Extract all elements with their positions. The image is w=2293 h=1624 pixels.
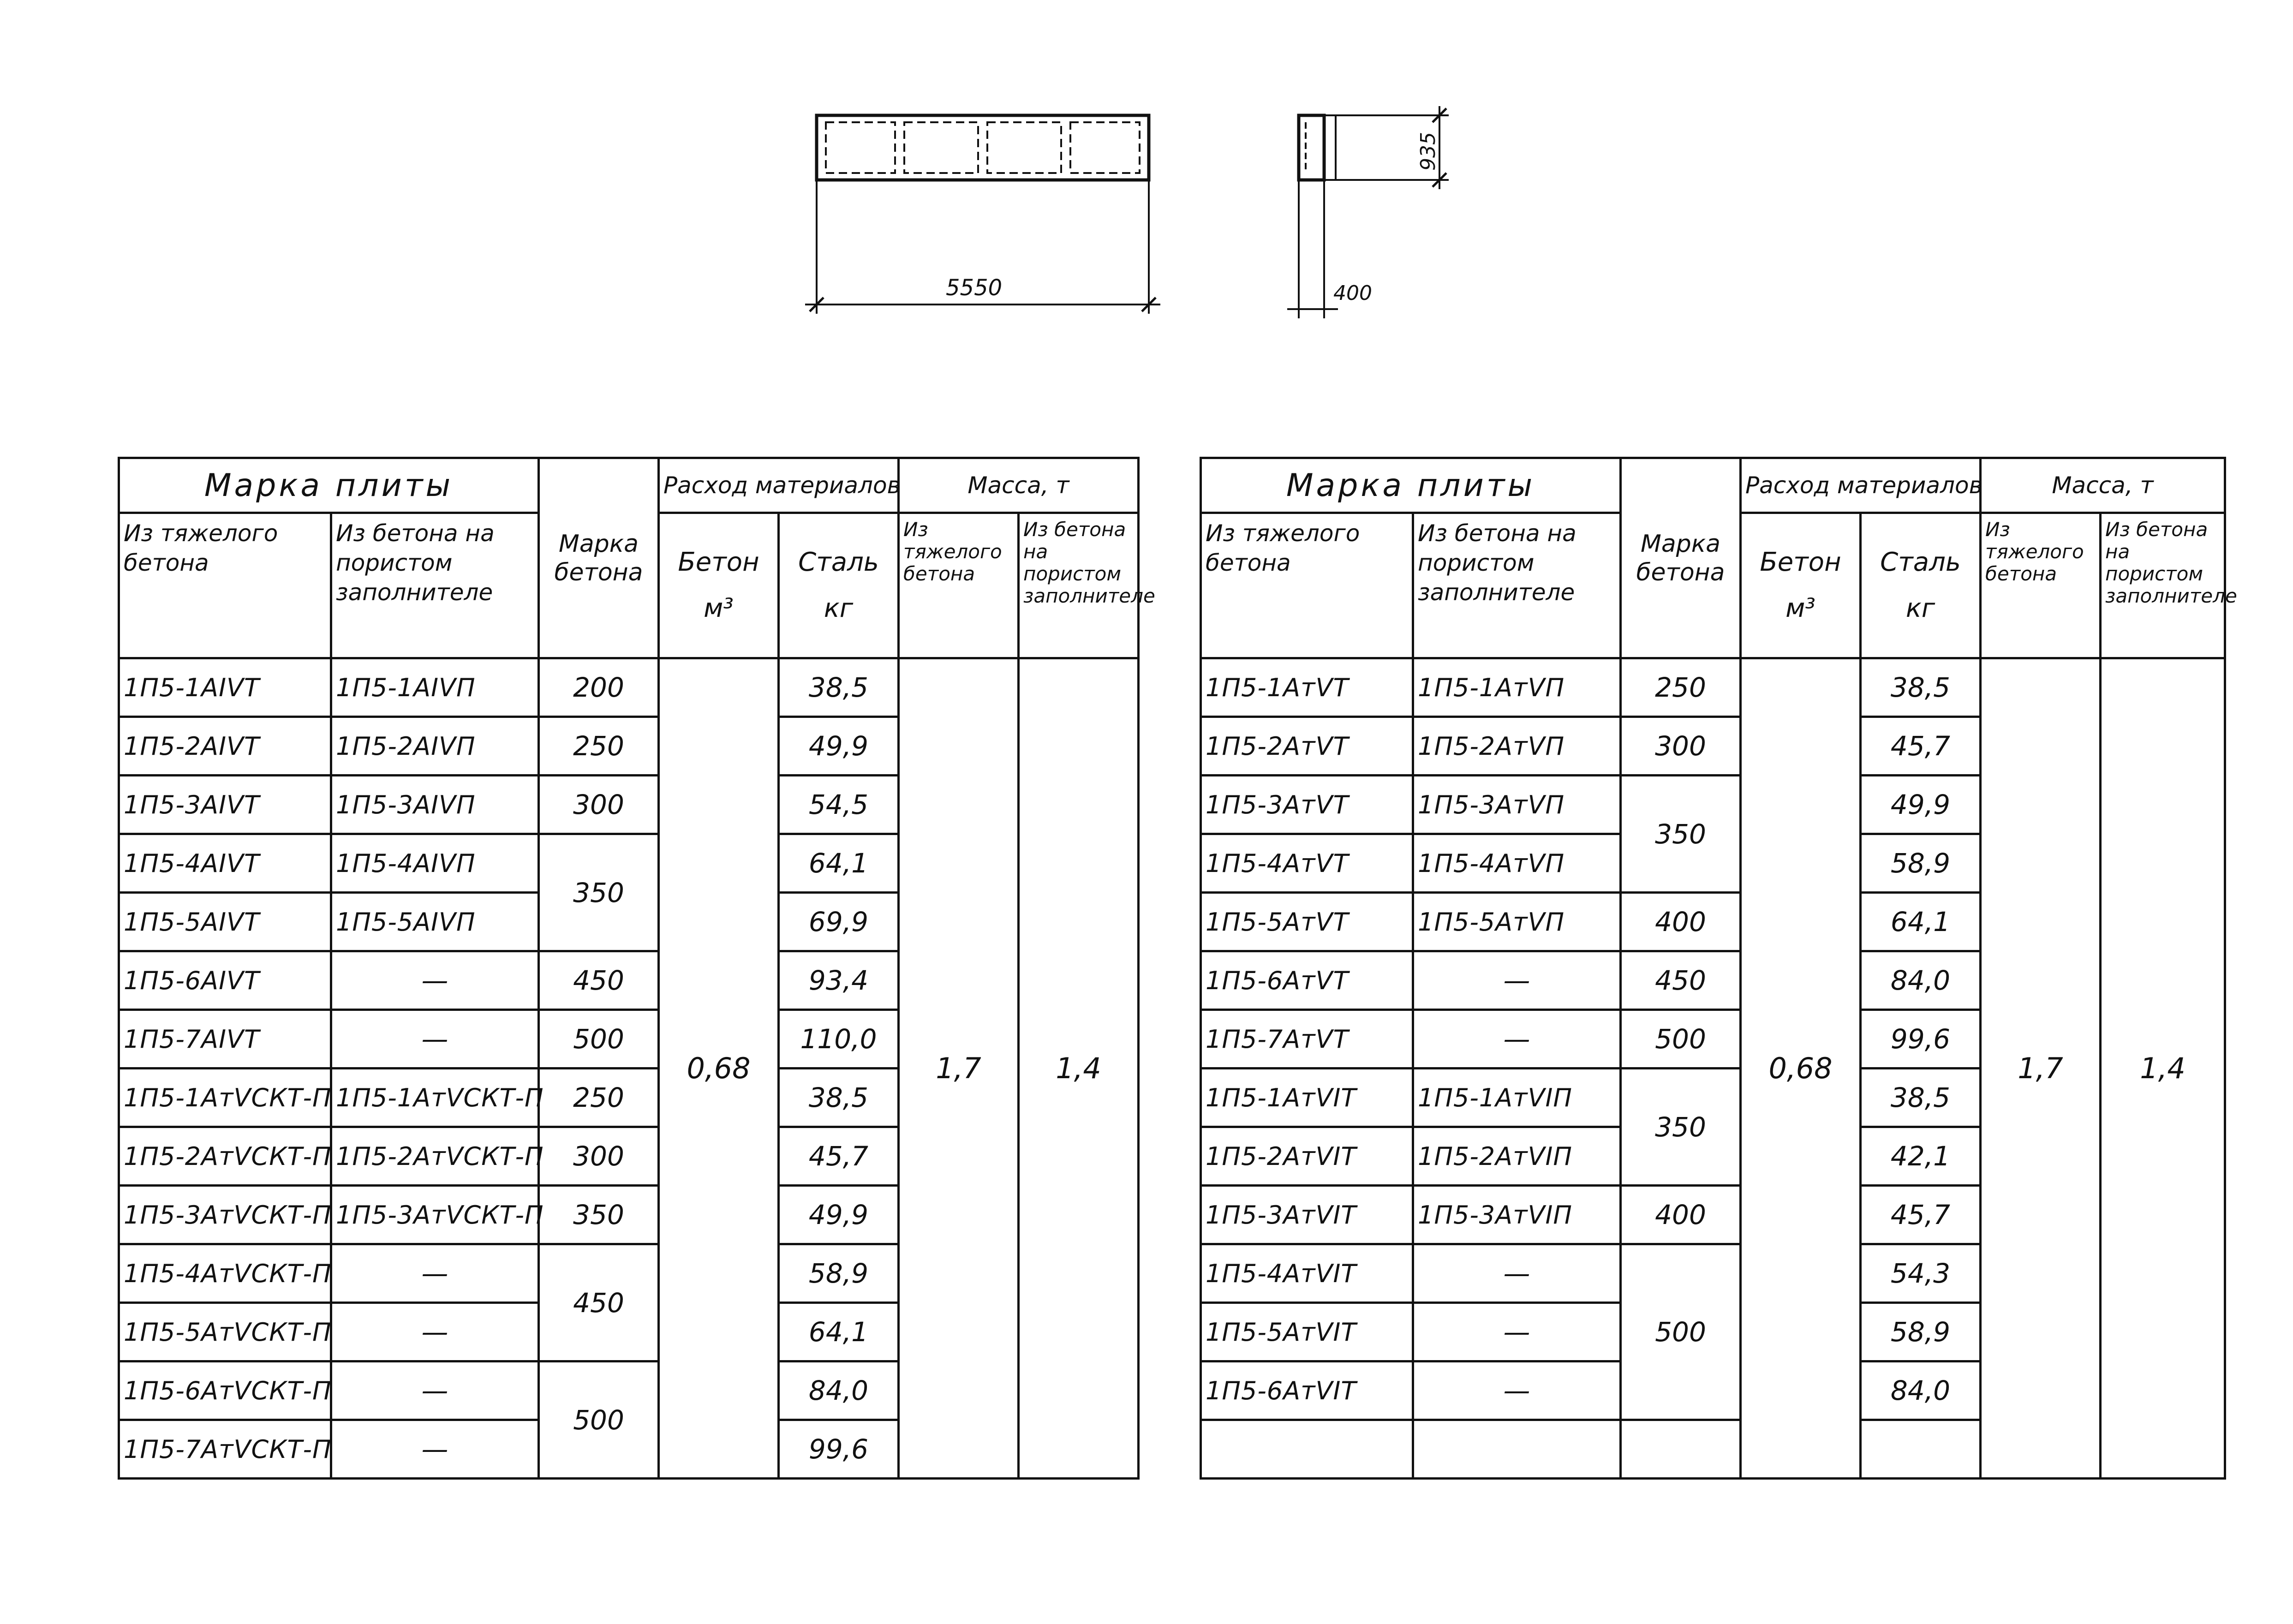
mark-heavy: 1П5-6АтVСКТ-П <box>119 1361 331 1420</box>
empty-cell <box>1413 1420 1621 1479</box>
steel-kg: 42,1 <box>1861 1127 1981 1186</box>
concrete-grade: 500 <box>539 1361 659 1479</box>
slab-cell-2 <box>904 122 978 173</box>
mark-heavy: 1П5-2АIVТ <box>119 717 331 776</box>
steel-kg: 38,5 <box>1861 1069 1981 1127</box>
mark-heavy: 1П5-2АтVIТ <box>1201 1127 1413 1186</box>
concrete-grade: 200 <box>539 658 659 717</box>
slab-sketch <box>0 0 2293 415</box>
slab-cell-4 <box>1070 122 1140 173</box>
mark-porous: 1П5-4АтVП <box>1413 834 1621 893</box>
header-heavy-concrete: Из тяжелого бетона <box>119 513 331 658</box>
mark-heavy: 1П5-1АтVТ <box>1201 658 1413 717</box>
header-concrete-volume: Бетон м³ <box>1741 513 1861 658</box>
steel-kg: 84,0 <box>1861 1361 1981 1420</box>
header-steel: Сталь кг <box>1861 513 1981 658</box>
mark-heavy: 1П5-6АIVТ <box>119 951 331 1010</box>
mark-heavy: 1П5-5АтVIТ <box>1201 1303 1413 1361</box>
header-heavy-concrete: Из тяжелого бетона <box>1201 513 1413 658</box>
steel-kg: 54,3 <box>1861 1244 1981 1303</box>
steel-kg: 45,7 <box>1861 717 1981 776</box>
spec-table-right <box>1200 457 2237 1480</box>
mark-porous: 1П5-4АIVП <box>331 834 539 893</box>
concrete-grade: 300 <box>539 776 659 834</box>
mark-heavy: 1П5-7АтVТ <box>1201 1010 1413 1069</box>
concrete-grade: 450 <box>1621 951 1741 1010</box>
header-mass: Масса, т <box>899 458 1139 513</box>
header-steel: Сталь кг <box>779 513 899 658</box>
mark-heavy: 1П5-3АтVТ <box>1201 776 1413 834</box>
concrete-grade: 250 <box>539 1069 659 1127</box>
mark-porous: 1П5-2АтVСКТ-П <box>331 1127 539 1186</box>
mass-porous: 1,4 <box>1019 658 1139 1479</box>
steel-kg: 58,9 <box>1861 834 1981 893</box>
slab-section-outline <box>1299 115 1324 180</box>
mark-heavy: 1П5-7АтVСКТ-П <box>119 1420 331 1479</box>
mark-porous: — <box>1413 1361 1621 1420</box>
table-row <box>119 658 1139 717</box>
mark-porous: — <box>1413 1244 1621 1303</box>
mark-porous: 1П5-3АтVП <box>1413 776 1621 834</box>
width-dimension-label: 400 <box>1333 281 1372 305</box>
steel-kg: 99,6 <box>1861 1010 1981 1069</box>
slab-elevation-outline <box>817 115 1149 180</box>
steel-kg: 49,9 <box>1861 776 1981 834</box>
mark-heavy: 1П5-2АтVТ <box>1201 717 1413 776</box>
steel-kg: 64,1 <box>779 1303 899 1361</box>
height-dimension-label: 935 <box>1416 132 1440 171</box>
header-concrete-volume: Бетон м³ <box>659 513 779 658</box>
mark-heavy: 1П5-2АтVСКТ-П <box>119 1127 331 1186</box>
mark-heavy: 1П5-3АIVТ <box>119 776 331 834</box>
mark-porous: 1П5-3АтVIП <box>1413 1186 1621 1244</box>
header-plate-mark: Марка плиты <box>119 458 539 513</box>
concrete-grade: 300 <box>539 1127 659 1186</box>
steel-kg: 64,1 <box>1861 893 1981 951</box>
slab-cell-1 <box>826 122 895 173</box>
mark-porous: — <box>331 951 539 1010</box>
steel-kg: 45,7 <box>779 1127 899 1186</box>
spec-table-left <box>118 457 1155 1480</box>
mark-heavy: 1П5-1АтVСКТ-П <box>119 1069 331 1127</box>
steel-kg: 54,5 <box>779 776 899 834</box>
concrete-grade: 250 <box>1621 658 1741 717</box>
header-mass: Масса, т <box>1981 458 2225 513</box>
steel-kg: 69,9 <box>779 893 899 951</box>
header-porous-concrete: Из бетона на пористом заполнителе <box>331 513 539 658</box>
mark-porous: 1П5-2АтVIП <box>1413 1127 1621 1186</box>
concrete-grade: 350 <box>1621 1069 1741 1186</box>
steel-kg: 38,5 <box>779 1069 899 1127</box>
slab-cell-3 <box>987 122 1061 173</box>
mass-heavy: 1,7 <box>899 658 1019 1479</box>
steel-kg: 45,7 <box>1861 1186 1981 1244</box>
mark-porous: — <box>331 1361 539 1420</box>
mark-porous: — <box>1413 1010 1621 1069</box>
steel-kg: 99,6 <box>779 1420 899 1479</box>
header-mass-porous: Из бетона на пористом заполнителе <box>1019 513 1139 658</box>
header-mass-porous: Из бетона на пористом заполнителе <box>2101 513 2225 658</box>
empty-cell <box>1861 1420 1981 1479</box>
mark-porous: — <box>331 1010 539 1069</box>
length-dimension-label: 5550 <box>946 275 1003 301</box>
mark-heavy: 1П5-3АтVСКТ-П <box>119 1186 331 1244</box>
mark-heavy: 1П5-1АтVIТ <box>1201 1069 1413 1127</box>
steel-kg: 38,5 <box>779 658 899 717</box>
concrete-grade: 400 <box>1621 1186 1741 1244</box>
header-materials: Расход материалов <box>1741 458 1981 513</box>
concrete-grade: 300 <box>1621 717 1741 776</box>
concrete-grade: 350 <box>539 1186 659 1244</box>
header-mass-heavy: Из тяжелого бетона <box>1981 513 2101 658</box>
mark-porous: 1П5-1АтVП <box>1413 658 1621 717</box>
concrete-grade: 450 <box>539 1244 659 1361</box>
mass-heavy: 1,7 <box>1981 658 2101 1479</box>
mark-porous: 1П5-5АтVП <box>1413 893 1621 951</box>
header-plate-mark: Марка плиты <box>1201 458 1621 513</box>
mark-heavy: 1П5-4АIVТ <box>119 834 331 893</box>
section-rib <box>1324 115 1336 180</box>
mark-heavy: 1П5-7АIVТ <box>119 1010 331 1069</box>
header-mass-heavy: Из тяжелого бетона <box>899 513 1019 658</box>
steel-kg: 49,9 <box>779 717 899 776</box>
steel-kg: 58,9 <box>779 1244 899 1303</box>
concrete-grade: 450 <box>539 951 659 1010</box>
empty-cell <box>1621 1420 1741 1479</box>
mark-porous: 1П5-1АтVСКТ-П <box>331 1069 539 1127</box>
steel-kg: 110,0 <box>779 1010 899 1069</box>
steel-kg: 58,9 <box>1861 1303 1981 1361</box>
mark-heavy: 1П5-6АтVIТ <box>1201 1361 1413 1420</box>
concrete-grade: 350 <box>1621 776 1741 893</box>
steel-kg: 84,0 <box>1861 951 1981 1010</box>
table-row <box>1201 658 2225 717</box>
header-concrete-grade: Марка бетона <box>1621 458 1741 658</box>
mark-heavy: 1П5-4АтVТ <box>1201 834 1413 893</box>
mark-porous: — <box>1413 1303 1621 1361</box>
mark-porous: 1П5-5АIVП <box>331 893 539 951</box>
mark-heavy: 1П5-6АтVТ <box>1201 951 1413 1010</box>
mark-heavy: 1П5-1АIVТ <box>119 658 331 717</box>
mark-heavy: 1П5-4АтVСКТ-П <box>119 1244 331 1303</box>
mark-porous: — <box>331 1420 539 1479</box>
mark-heavy: 1П5-3АтVIТ <box>1201 1186 1413 1244</box>
mark-heavy: 1П5-5АтVСКТ-П <box>119 1303 331 1361</box>
steel-kg: 38,5 <box>1861 658 1981 717</box>
mark-porous: — <box>331 1303 539 1361</box>
mark-porous: 1П5-3АтVСКТ-П <box>331 1186 539 1244</box>
mass-porous: 1,4 <box>2101 658 2225 1479</box>
steel-kg: 64,1 <box>779 834 899 893</box>
mark-porous: 1П5-1АтVIП <box>1413 1069 1621 1127</box>
mark-heavy: 1П5-5АтVТ <box>1201 893 1413 951</box>
steel-kg: 84,0 <box>779 1361 899 1420</box>
header-materials: Расход материалов <box>659 458 899 513</box>
concrete-grade: 400 <box>1621 893 1741 951</box>
mark-porous: — <box>1413 951 1621 1010</box>
concrete-volume: 0,68 <box>1741 658 1861 1479</box>
mark-heavy: 1П5-4АтVIТ <box>1201 1244 1413 1303</box>
concrete-grade: 500 <box>539 1010 659 1069</box>
mark-heavy: 1П5-5АIVТ <box>119 893 331 951</box>
mark-porous: 1П5-1АIVП <box>331 658 539 717</box>
mark-porous: 1П5-2АIVП <box>331 717 539 776</box>
empty-cell <box>1201 1420 1413 1479</box>
concrete-grade: 350 <box>539 834 659 951</box>
mark-porous: 1П5-2АтVП <box>1413 717 1621 776</box>
concrete-grade: 500 <box>1621 1010 1741 1069</box>
concrete-grade: 500 <box>1621 1244 1741 1420</box>
concrete-grade: 250 <box>539 717 659 776</box>
header-concrete-grade: Марка бетона <box>539 458 659 658</box>
steel-kg: 93,4 <box>779 951 899 1010</box>
concrete-volume: 0,68 <box>659 658 779 1479</box>
steel-kg: 49,9 <box>779 1186 899 1244</box>
mark-porous: 1П5-3АIVП <box>331 776 539 834</box>
header-porous-concrete: Из бетона на пористом заполнителе <box>1413 513 1621 658</box>
mark-porous: — <box>331 1244 539 1303</box>
